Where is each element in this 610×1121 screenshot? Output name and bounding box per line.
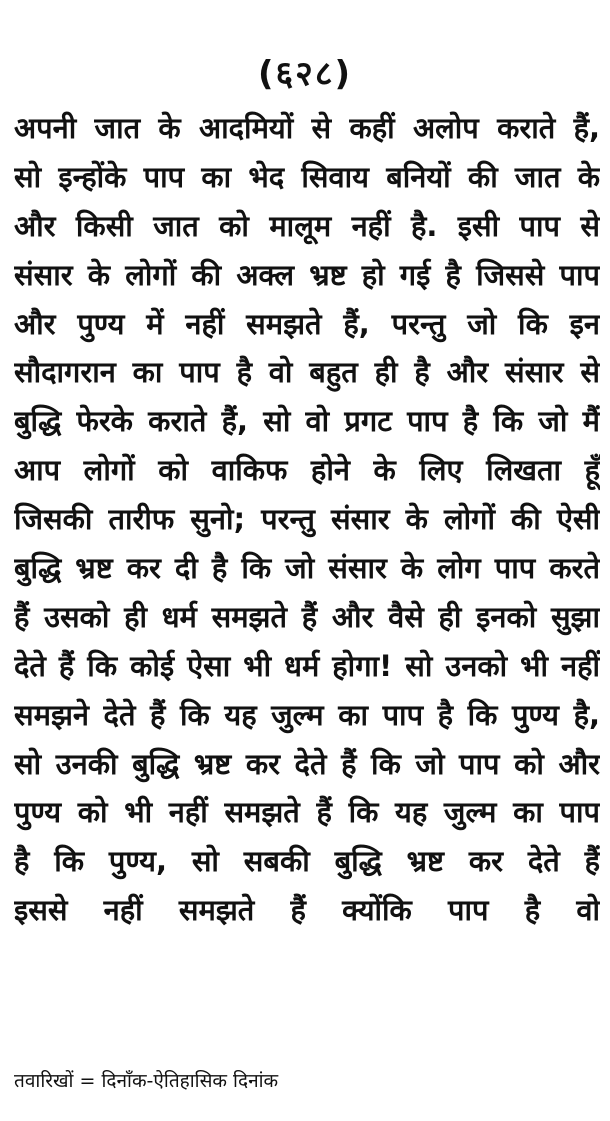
text-line: बुद्धि फेरके कराते हैं, सो वो प्रगट पाप है कि जो मैं — [14, 404, 600, 439]
text-line: इससे नहीं समझते हैं क्योंकि पाप है वो — [14, 893, 600, 928]
text-line: हैं उसको ही धर्म समझते हैं और वैसे ही इनको सुझा — [14, 599, 600, 634]
text-line: बुद्धि भ्रष्ट कर दी है कि जो संसार के लोग पाप करते — [14, 551, 600, 586]
text-line: और पुण्य में नहीं समझते हैं, परन्तु जो कि इन — [14, 306, 600, 341]
text-line: देते हैं कि कोई ऐसा भी धर्म होगा! सो उनको भी नहीं — [14, 648, 600, 683]
text-line: अपनी जात के आदमियों से कहीं अलोप कराते हैं, — [14, 111, 600, 145]
footnote: तवारिखों = दिनाँक-ऐतिहासिक दिनांक — [14, 1070, 279, 1092]
text-line: जिसकी तारीफ सुनो; परन्तु संसार के लोगों की ऐसी — [14, 502, 600, 537]
text-line: और किसी जात को मालूम नहीं है. इसी पाप से — [14, 208, 600, 243]
text-line: संसार के लोगों की अक्ल भ्रष्ट हो गई है जिससे पाप — [14, 257, 600, 292]
text-line: आप लोगों को वाकिफ होने के लिए लिखता हूँ — [14, 453, 600, 488]
text-line: सौदागरान का पाप है वो बहुत ही है और संसार से — [14, 355, 600, 390]
text-line: सो उनकी बुद्धि भ्रष्ट कर देते हैं कि जो पाप को और — [14, 746, 600, 781]
body-text — [14, 104, 600, 935]
page-number: (६२८) — [257, 54, 353, 94]
text-line: है कि पुण्य, सो सबकी बुद्धि भ्रष्ट कर देते हैं — [14, 844, 600, 879]
text-line: सो इन्होंके पाप का भेद सिवाय बनियों की जात के — [14, 159, 600, 194]
text-line: समझने देते हैं कि यह जुल्म का पाप है कि पुण्य है, — [14, 697, 600, 732]
text-line: पुण्य को भी नहीं समझते हैं कि यह जुल्म का पाप — [14, 795, 600, 830]
